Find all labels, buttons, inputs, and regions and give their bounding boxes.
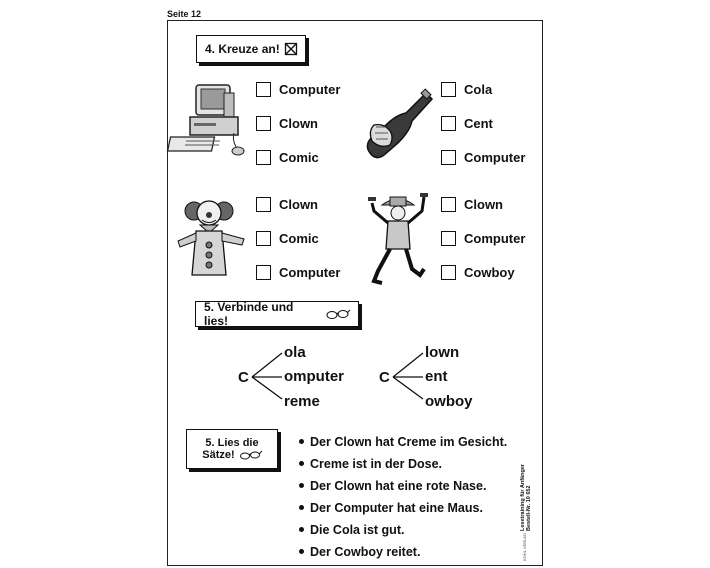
sentence-item: Der Cowboy reitet.: [299, 545, 420, 560]
bullet-icon: [299, 505, 304, 510]
task5b-title-line2: Sätze!: [202, 449, 235, 461]
ending-left-2: omputer: [284, 368, 344, 385]
bullet-icon: [299, 527, 304, 532]
start-letter-left: C: [238, 369, 249, 386]
option-label: Computer: [279, 265, 341, 280]
checkbox-computer-3[interactable]: [256, 265, 271, 280]
checkbox-cowboy[interactable]: [441, 265, 456, 280]
option-label: Clown: [464, 197, 503, 212]
option-label: Cola: [464, 82, 493, 97]
ending-left-3: reme: [284, 393, 320, 410]
sentence-item: Creme ist in der Dose.: [299, 457, 442, 472]
checkbox-comic-1[interactable]: [256, 150, 271, 165]
checkbox-cola[interactable]: [441, 82, 456, 97]
option-label: Computer: [464, 150, 526, 165]
imprint-line2: Bestell-Nr. 10 652: [526, 485, 532, 531]
bullet-icon: [299, 461, 304, 466]
checkbox-cent[interactable]: [441, 116, 456, 131]
glasses-icon: [240, 450, 262, 460]
imprint-line1: Lesetraining für Anfänger: [520, 463, 526, 531]
worksheet: [167, 20, 543, 566]
checkbox-computer-4[interactable]: [441, 231, 456, 246]
checkbox-clown-1[interactable]: [256, 116, 271, 131]
option-label: Cent: [464, 116, 493, 131]
clown-illustration: [176, 197, 248, 277]
option-label: Comic: [279, 231, 319, 246]
sentence-item: Der Computer hat eine Maus.: [299, 501, 483, 516]
cola-bottle-illustration: [364, 91, 434, 161]
checkbox-comic-2[interactable]: [256, 231, 271, 246]
bullet-icon: [299, 483, 304, 488]
checkbox-computer-2[interactable]: [441, 150, 456, 165]
option-label: Computer: [464, 231, 526, 246]
computer-illustration: [180, 83, 250, 163]
task5b-title-line1: 5. Lies die: [205, 437, 259, 449]
checkbox-clown-2[interactable]: [256, 197, 271, 212]
task5a-title: 5. Verbinde und lies!: [204, 300, 294, 328]
ending-right-1: lown: [425, 344, 460, 361]
bullet-icon: [299, 549, 304, 554]
task4-title-box: [196, 35, 306, 63]
cowboy-illustration: [368, 189, 428, 289]
option-label: Computer: [279, 82, 341, 97]
option-label: Comic: [279, 150, 319, 165]
task5b-title-box: [186, 429, 278, 469]
task4-title: 4. Kreuze an!: [205, 42, 280, 56]
checkbox-cross-icon: [285, 43, 297, 55]
checkbox-clown-3[interactable]: [441, 197, 456, 212]
glasses-icon: [326, 308, 350, 320]
publisher-logo: KOHL VERLAG: [522, 532, 527, 561]
checkbox-computer-1[interactable]: [256, 82, 271, 97]
sentence-item: Der Clown hat Creme im Gesicht.: [299, 435, 507, 450]
option-label: Clown: [279, 197, 318, 212]
page-number: Seite 12: [167, 9, 202, 19]
connector-lines-right: [393, 351, 425, 401]
ending-left-1: ola: [284, 344, 306, 361]
bullet-icon: [299, 439, 304, 444]
ending-right-2: ent: [425, 368, 448, 385]
sentence-item: Die Cola ist gut.: [299, 523, 404, 538]
connector-lines-left: [252, 351, 284, 401]
ending-right-3: owboy: [425, 393, 473, 410]
option-label: Cowboy: [464, 265, 515, 280]
option-label: Clown: [279, 116, 318, 131]
task5a-title-box: [195, 301, 359, 327]
start-letter-right: C: [379, 369, 390, 386]
sentence-item: Der Clown hat eine rote Nase.: [299, 479, 486, 494]
side-imprint: [520, 453, 542, 563]
